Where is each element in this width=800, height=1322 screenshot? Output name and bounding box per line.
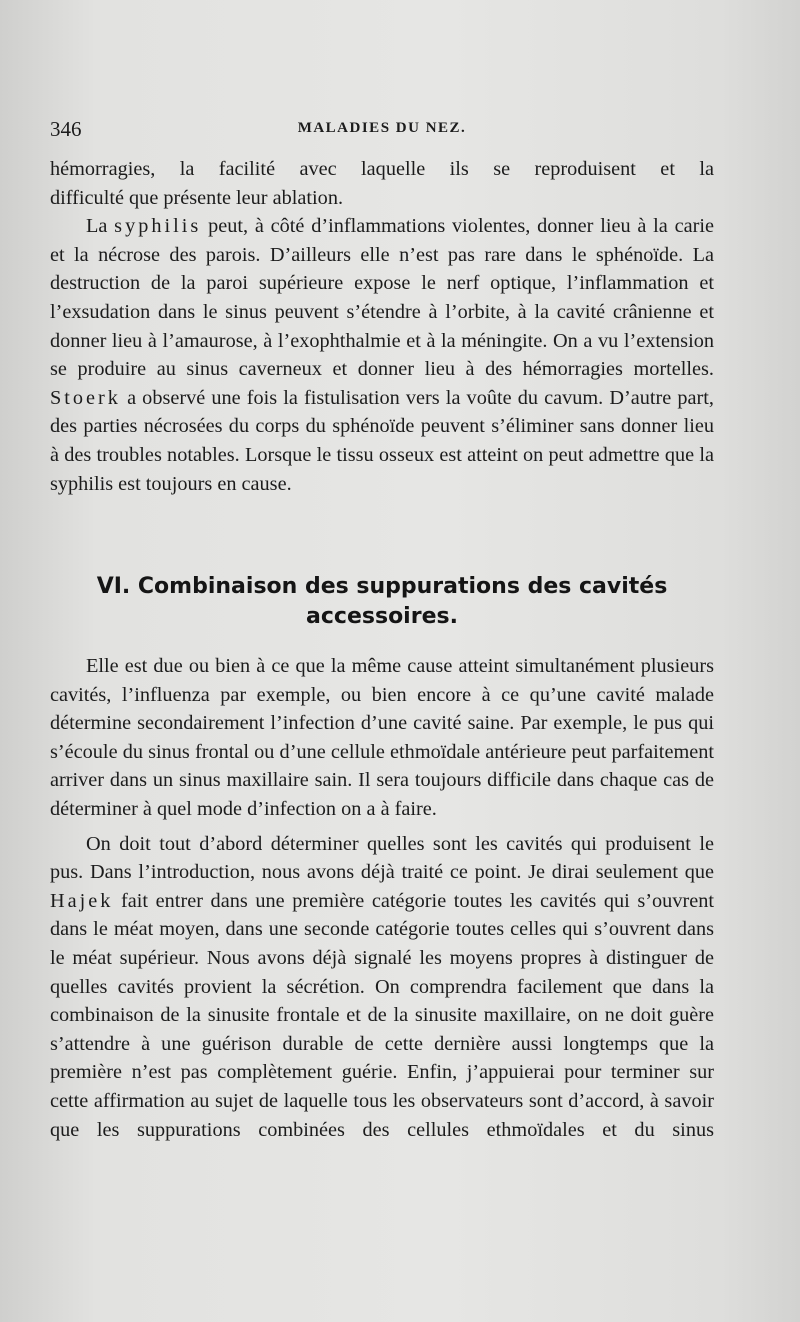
author-name: Stoerk: [50, 386, 121, 409]
text-line: difficulté que présente leur ablation.: [50, 186, 344, 209]
text-run: La: [86, 215, 115, 238]
text-run: peut, à côté d’inflammations violentes, donner lieu à la carie et la nécrose des parois. D’ailleurs elle n’est pas rare dans le sphénoïde. La destruction de la paroi supérieure expose le nerf optique, l’inflammation et l’exsudation dans le sinus peuvent s’étendre à l’orbite, à la cavité crânienne et donner lieu à l’amaurose, à l’exophthalmie et à la méningite. On a vu l’extension se produire au sinus caverneux et donner lieu à des hémorragies mortelles.: [50, 215, 714, 381]
author-name: Hajek: [50, 889, 114, 912]
text-run: a observé une fois la fistulisation vers la voûte du cavum. D’autre part, des parties nécrosées du corps du sphénoïde peuvent s’éliminer sans donner lieu à des troubles notables. Lorsque le tissu osseux est atteint on peut admettre que la syphilis est toujours en cause.: [50, 386, 714, 495]
page-header: [50, 117, 714, 141]
emphasized-term: syphilis: [114, 215, 202, 238]
text-run: fait entrer dans une première catégorie toutes les cavités qui s’ouvrent dans le méat moyen, dans une seconde catégorie toutes celles qui s’ouvrent dans le méat supérieur. Nous avons déjà signalé les moyens propres à distinguer de quelles cavités provient la sécrétion. On comprendra facilement que dans la combinaison de la sinusite frontale et de la sinusite maxillaire, on ne doit guère s’attendre à une guérison durable de cette dernière aussi longtemps que la première n’est pas complètement guérie. Enfin, j’appuierai pour terminer sur cette affirmation au sujet de laquelle tous les observateurs sont d’accord, à savoir que les suppurations combinées des cellules ethmoïdales et du sinus: [50, 889, 714, 1141]
paragraph-determination: [50, 830, 714, 1145]
page-number: 346: [50, 117, 82, 141]
text-run: On doit tout d’abord déterminer quelles sont les cavités qui produisent le pus. Dans l’introduction, nous avons déjà traité ce point. Je dirai seulement que: [50, 832, 714, 884]
paragraph-continuation: [50, 155, 714, 212]
section-title-line: accessoires.: [306, 604, 458, 629]
text-line: hémorragies, la facilité avec laquelle ils se reproduisent et la: [50, 158, 714, 180]
text-block-lower: [50, 652, 714, 1144]
section-title-line: VI. Combinaison des suppurations des cavités: [96, 574, 668, 599]
paragraph-cause: Elle est due ou bien à ce que la même cause atteint simultanément plusieurs cavités, l’influenza par exemple, ou bien encore à ce qu’une cavité malade détermine secondairement l’infection d’une cavité saine. Par exemple, le pus qui s’écoule du sinus frontal ou d’une cellule ethmoïdale antérieure peut parfaitement arriver dans un sinus maxillaire sain. Il sera toujours difficile dans chaque cas de déterminer à quel mode d’infection on a à faire.: [50, 655, 714, 820]
running-title: MALADIES DU NEZ.: [297, 120, 467, 136]
text-block-upper: [50, 155, 714, 498]
paragraph-syphilis: [50, 212, 714, 498]
section-heading: [50, 572, 714, 632]
